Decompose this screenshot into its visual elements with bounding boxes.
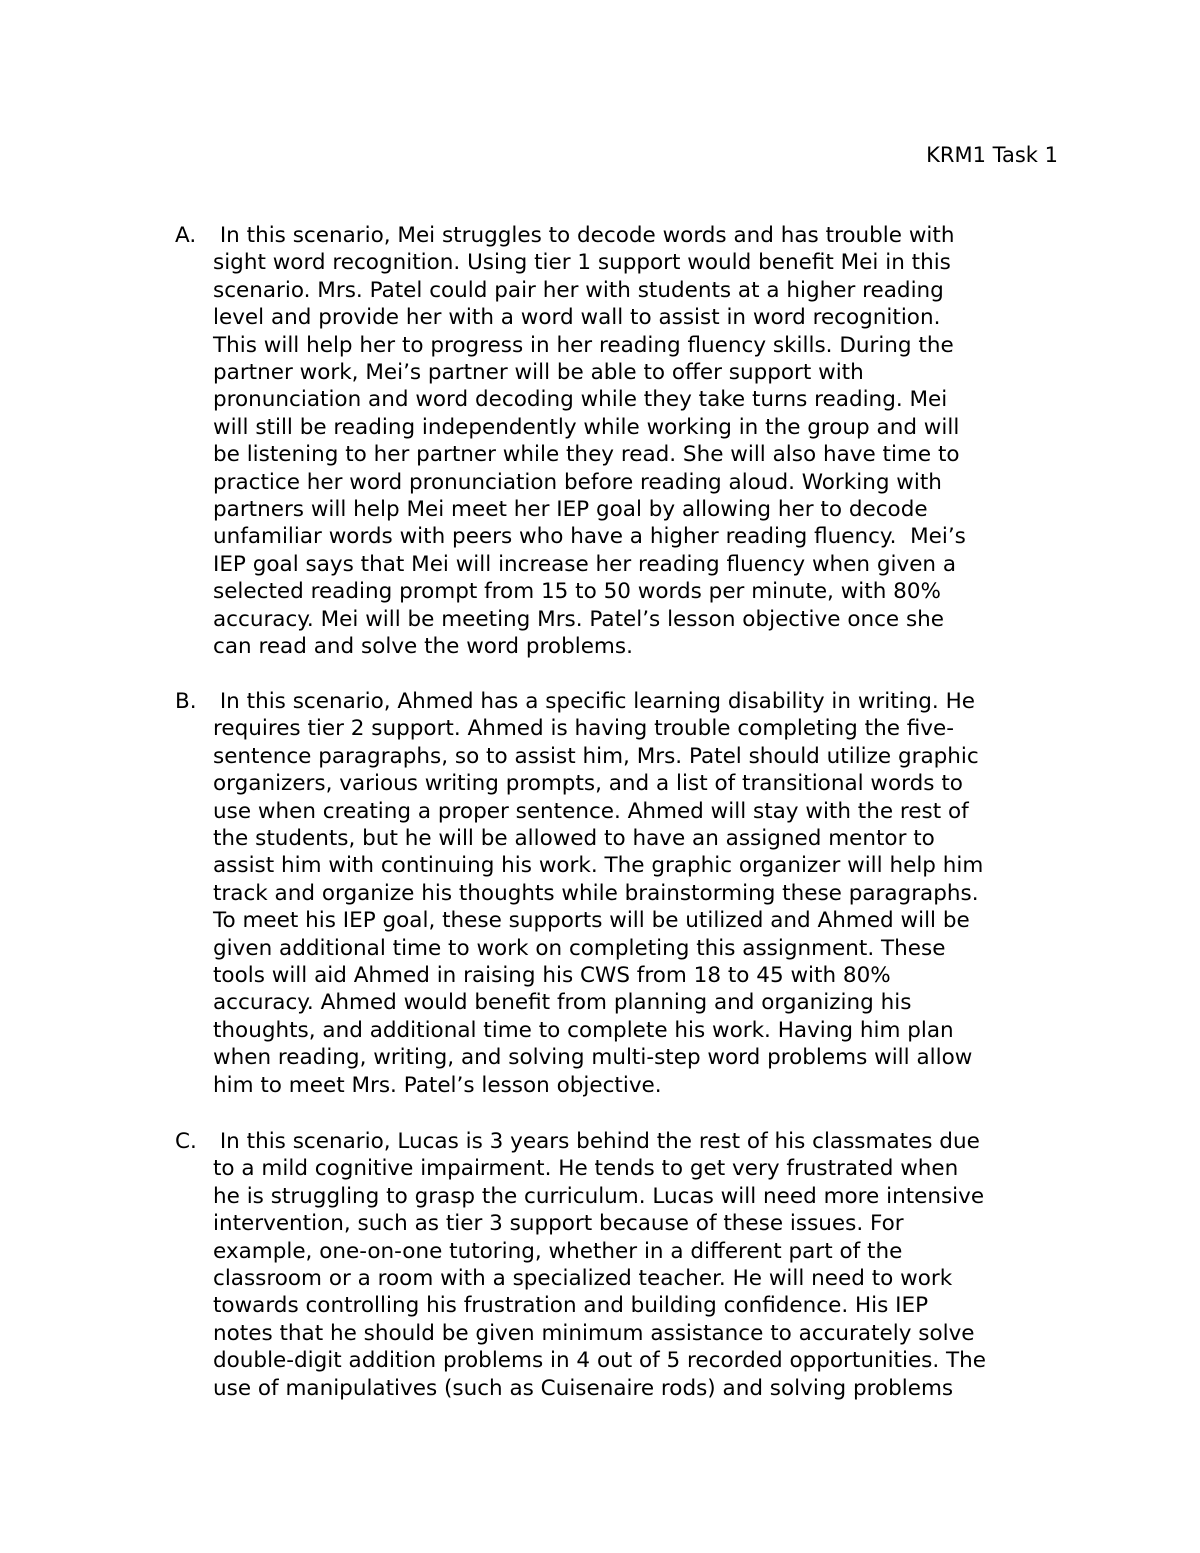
paragraph-line: selected reading prompt from 15 to 50 words per minute, with 80% [213, 579, 941, 605]
paragraph-line: sight word recognition. Using tier 1 support would benefit Mei in this [213, 250, 951, 276]
paragraph-line: to a mild cognitive impairment. He tends to get very frustrated when [213, 1156, 959, 1182]
paragraph-line: be listening to her partner while they read. She will also have time to [213, 442, 960, 468]
paragraph-line: intervention, such as tier 3 support because of these issues. For [213, 1211, 904, 1237]
paragraph-line: track and organize his thoughts while brainstorming these paragraphs. [213, 880, 979, 906]
paragraph-line: scenario. Mrs. Patel could pair her with students at a higher reading [213, 277, 944, 303]
paragraph-line: pronunciation and word decoding while they take turns reading. Mei [213, 387, 948, 413]
section-c [175, 1128, 1075, 1402]
paragraph-line: use of manipulatives (such as Cuisenaire rods) and solving problems [213, 1375, 954, 1401]
paragraph-line: double-digit addition problems in 4 out of 5 recorded opportunities. The [213, 1348, 987, 1374]
paragraph-line: use when creating a proper sentence. Ahmed will stay with the rest of [213, 798, 969, 824]
paragraph-line: partner work, Mei’s partner will be able to offer support with [213, 360, 864, 386]
page-header: KRM1 Task 1 [926, 143, 1058, 167]
paragraph-line: him to meet Mrs. Patel’s lesson objective. [213, 1072, 662, 1098]
paragraph-line: practice her word pronunciation before reading aloud. Working with [213, 469, 942, 495]
section-marker: C. [175, 1129, 197, 1154]
paragraph-line: This will help her to progress in her reading fluency skills. During the [213, 332, 954, 358]
section-a [175, 222, 1075, 661]
section-body [175, 1128, 1075, 1402]
paragraph-line: the students, but he will be allowed to have an assigned mentor to [213, 826, 935, 852]
paragraph-line: In this scenario, Ahmed has a specific learning disability in writing. He [213, 689, 975, 714]
section-b [175, 688, 1075, 1099]
paragraph-line: requires tier 2 support. Ahmed is having trouble completing the five- [213, 716, 955, 742]
paragraph-line: notes that he should be given minimum assistance to accurately solve [213, 1320, 975, 1346]
paragraph-line: tools will aid Ahmed in raising his CWS from 18 to 45 with 80% [213, 963, 891, 989]
paragraph-line: In this scenario, Mei struggles to decode words and has trouble with [213, 223, 955, 248]
section-body [175, 688, 1075, 1099]
paragraph-line: classroom or a room with a specialized teacher. He will need to work [213, 1266, 953, 1292]
paragraph-line: partners will help Mei meet her IEP goal by allowing her to decode [213, 497, 928, 523]
paragraph-line: given additional time to work on completing this assignment. These [213, 935, 946, 961]
section-body [175, 222, 1075, 661]
paragraph-line: unfamiliar words with peers who have a higher reading fluency. Mei’s [213, 524, 966, 550]
paragraph-line: thoughts, and additional time to complete his work. Having him plan [213, 1017, 954, 1043]
paragraph-line: IEP goal says that Mei will increase her reading fluency when given a [213, 551, 957, 577]
paragraph-line: assist him with continuing his work. The graphic organizer will help him [213, 853, 984, 879]
paragraph-line: accuracy. Mei will be meeting Mrs. Patel’s lesson objective once she [213, 606, 945, 632]
paragraph-line: level and provide her with a word wall to assist in word recognition. [213, 305, 941, 331]
section-marker: B. [175, 689, 197, 714]
paragraph-line: when reading, writing, and solving multi-step word problems will allow [213, 1045, 973, 1071]
paragraph-line: can read and solve the word problems. [213, 634, 633, 660]
paragraph-line: organizers, various writing prompts, and a list of transitional words to [213, 771, 963, 797]
paragraph-line: will still be reading independently while working in the group and will [213, 414, 960, 440]
section-marker: A. [175, 223, 197, 248]
paragraph-line: towards controlling his frustration and building confidence. His IEP [213, 1293, 929, 1319]
paragraph-line: example, one-on-one tutoring, whether in a different part of the [213, 1238, 903, 1264]
paragraph-line: sentence paragraphs, so to assist him, Mrs. Patel should utilize graphic [213, 743, 979, 769]
paragraph-line: he is struggling to grasp the curriculum. Lucas will need more intensive [213, 1183, 985, 1209]
paragraph-line: accuracy. Ahmed would benefit from planning and organizing his [213, 990, 912, 1016]
paragraph-line: In this scenario, Lucas is 3 years behind the rest of his classmates due [213, 1129, 980, 1154]
paragraph-line: To meet his IEP goal, these supports will be utilized and Ahmed will be [213, 908, 970, 934]
